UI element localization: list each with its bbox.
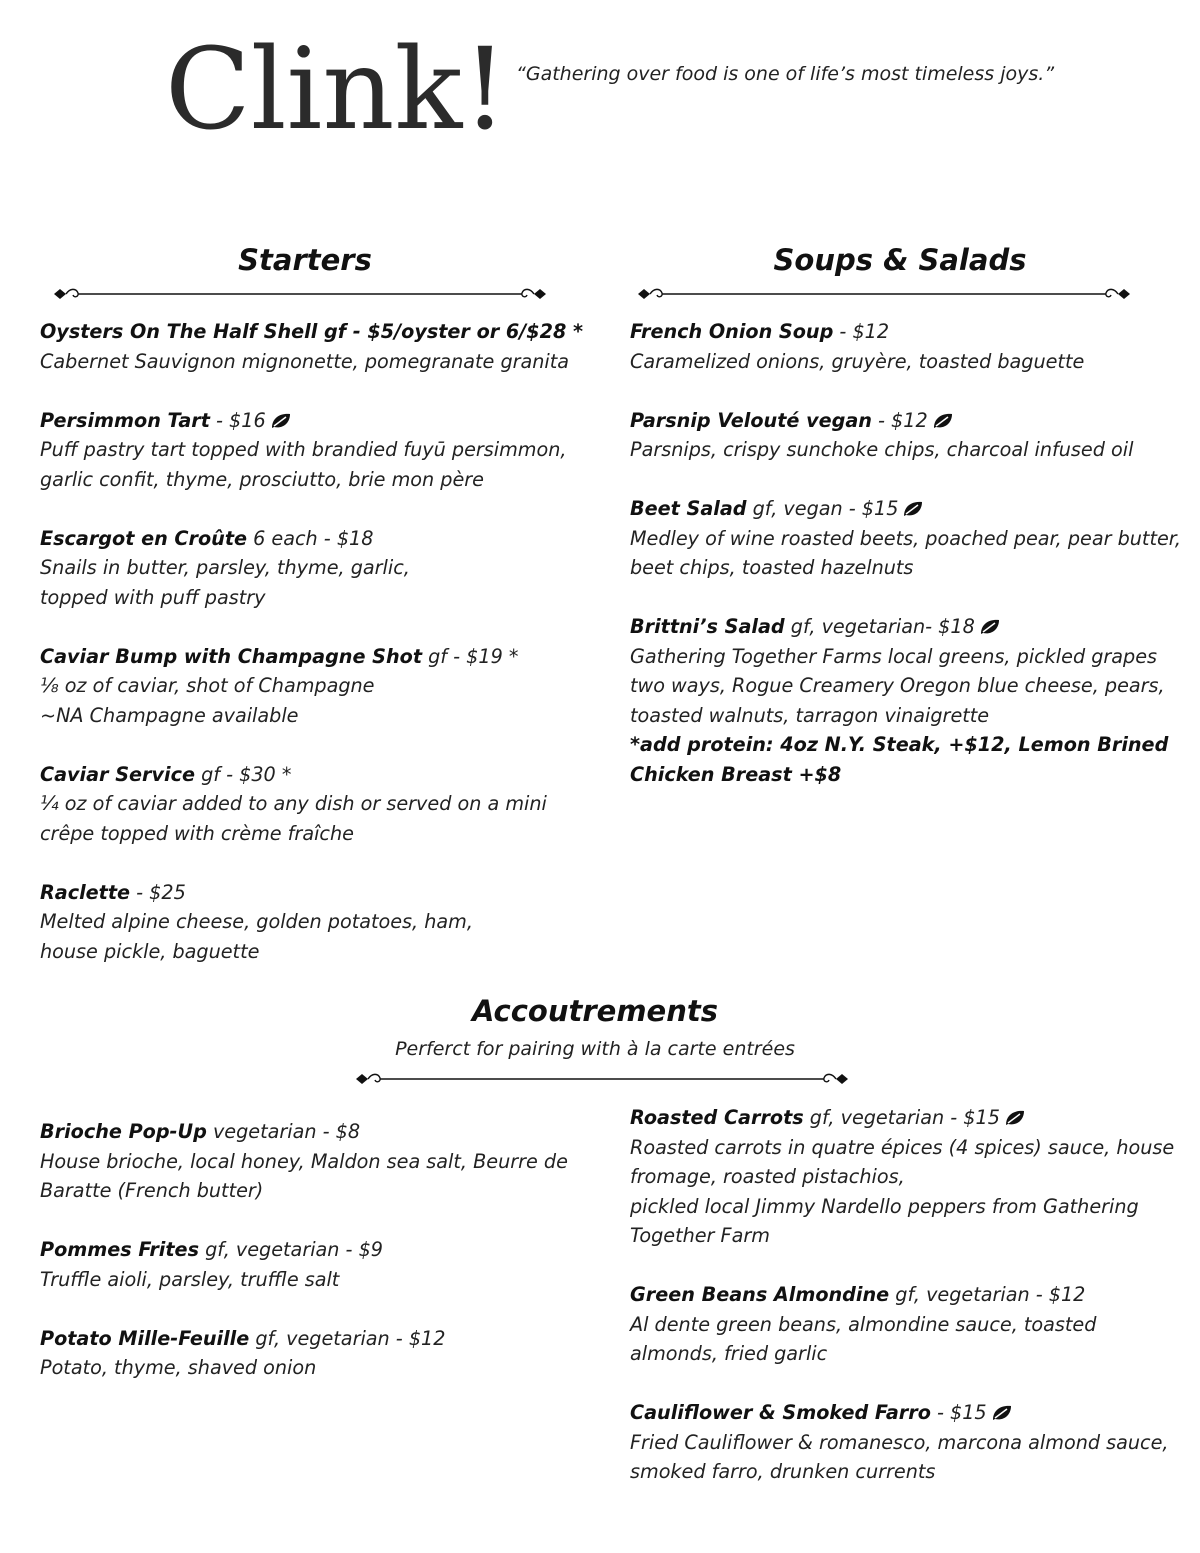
menu-item-heading — [630, 406, 1190, 436]
menu-item-name: Cauliflower & Smoked Farro — [630, 1401, 931, 1424]
menu-item-name: Brioche Pop-Up — [40, 1120, 207, 1143]
accoutrements-right-list — [630, 1103, 1190, 1516]
menu-item — [630, 1398, 1190, 1487]
menu-item-description: Parsnips, crispy sunchoke chips, charcoal infused oil — [630, 438, 1134, 461]
menu-item-description: House brioche, local honey, Maldon sea salt, Beurre de — [40, 1149, 568, 1173]
menu-item-description: two ways, Rogue Creamery Oregon blue cheese, pears, — [630, 674, 1165, 697]
menu-item-price: gf, vegetarian - $12 — [889, 1283, 1086, 1306]
menu-item-description: Together Farm — [630, 1224, 770, 1247]
soups-flourish-divider — [636, 284, 1132, 304]
accoutrements-left-list — [40, 1117, 600, 1412]
menu-item — [40, 878, 600, 967]
menu-item-heading — [40, 1117, 600, 1147]
menu-item-description: Medley of wine roasted beets, poached pear, pear butter, — [630, 526, 1181, 550]
menu-item-description: almonds, fried garlic — [630, 1342, 828, 1365]
menu-item-name: Raclette — [40, 880, 131, 904]
menu-item-addon-note: Chicken Breast +$8 — [630, 762, 842, 786]
menu-item — [630, 317, 1190, 376]
menu-item-description: pickled local Jimmy Nardello peppers from Gathering — [630, 1194, 1139, 1218]
menu-item-price: gf - $30 * — [194, 762, 292, 786]
menu-item — [40, 317, 600, 376]
menu-item-description: house pickle, baguette — [40, 939, 260, 963]
menu-item — [630, 1103, 1190, 1251]
menu-item-description: smoked farro, drunken currents — [630, 1460, 936, 1483]
menu-item-heading — [40, 642, 600, 672]
menu-item — [630, 494, 1190, 583]
menu-item — [630, 406, 1190, 465]
menu-item-description: Caramelized onions, gruyère, toasted baguette — [630, 349, 1085, 373]
menu-item-description: fromage, roasted pistachios, — [630, 1165, 905, 1188]
menu-item-name: Parsnip Velouté vegan — [630, 408, 872, 432]
menu-item-price: gf, vegetarian - $9 — [199, 1238, 383, 1261]
menu-item — [40, 760, 600, 849]
menu-item-heading — [40, 406, 600, 436]
menu-item-description: Gathering Together Farms local greens, pickled grapes — [630, 644, 1158, 668]
menu-item-description: Snails in butter, parsley, thyme, garlic, — [40, 556, 410, 579]
menu-item-price: - $12 — [871, 408, 928, 432]
menu-item-description: Al dente green beans, almondine sauce, toasted — [630, 1312, 1097, 1336]
menu-item-name: Roasted Carrots — [630, 1106, 804, 1129]
menu-item — [40, 1117, 600, 1206]
menu-item-price: gf, vegetarian - $15 — [803, 1106, 1000, 1129]
menu-item-name: Persimmon Tart — [40, 408, 210, 432]
leaf-icon — [991, 1404, 1013, 1422]
leaf-icon — [902, 500, 924, 518]
menu-item-price: - $12 — [833, 320, 890, 343]
menu-item-description: ¼ oz of caviar added to any dish or served on a mini — [40, 792, 547, 815]
menu-item-heading — [630, 494, 1190, 524]
menu-item-price: gf, vegan - $15 — [746, 497, 899, 520]
menu-item — [630, 612, 1190, 789]
menu-item-price: vegetarian - $8 — [206, 1120, 361, 1143]
menu-item — [630, 1280, 1190, 1369]
menu-item-description: Truffle aioli, parsley, truffle salt — [40, 1267, 340, 1291]
menu-item — [40, 642, 600, 731]
menu-item-heading — [630, 317, 1190, 347]
leaf-icon — [932, 412, 954, 430]
menu-item-name: Oysters On The Half Shell gf - $5/oyster or 6/$28 * — [40, 320, 584, 343]
menu-item-description: Melted alpine cheese, golden potatoes, ham, — [40, 910, 473, 933]
menu-item-heading — [40, 1235, 600, 1265]
menu-item-heading — [40, 878, 600, 908]
menu-item-heading — [40, 524, 600, 554]
menu-item-description: toasted walnuts, tarragon vinaigrette — [630, 703, 990, 727]
menu-item-description: Cabernet Sauvignon mignonette, pomegranate granita — [40, 349, 570, 373]
menu-item-price: - $15 — [930, 1401, 987, 1424]
accoutrements-flourish-divider — [354, 1069, 850, 1089]
menu-item-description: Potato, thyme, shaved onion — [40, 1356, 317, 1379]
menu-item-heading — [630, 612, 1190, 642]
menu-item — [40, 406, 600, 495]
menu-item-price: 6 each - $18 — [247, 526, 374, 550]
menu-item-heading — [40, 1324, 600, 1354]
menu-item — [40, 1235, 600, 1294]
menu-item-heading — [40, 317, 600, 347]
menu-item-description: ~NA Champagne available — [40, 703, 299, 727]
tagline: “Gathering over food is one of life’s most timeless joys.” — [516, 63, 1055, 85]
leaf-icon — [979, 618, 1001, 636]
menu-item-description: Roasted carrots in quatre épices (4 spices) sauce, house — [630, 1135, 1175, 1159]
menu-item-description: crêpe topped with crème fraîche — [40, 821, 354, 845]
menu-item-name: Green Beans Almondine — [630, 1283, 890, 1306]
menu-item-description: Puff pastry tart topped with brandied fuyū persimmon, — [40, 438, 567, 461]
menu-item-addon-note: *add protein: 4oz N.Y. Steak, +$12, Lemon Brined — [630, 733, 1169, 756]
logo-text: Clink! — [165, 25, 508, 155]
menu-item-price: - $25 — [130, 880, 186, 904]
menu-item-name: Caviar Bump with Champagne Shot — [40, 644, 422, 668]
menu-item-name: French Onion Soup — [630, 320, 834, 343]
menu-item-heading — [40, 760, 600, 790]
menu-item-name: Brittni’s Salad — [630, 615, 785, 638]
starters-list — [40, 317, 600, 996]
menu-item-description: topped with puff pastry — [40, 585, 266, 609]
menu-item-name: Caviar Service — [40, 762, 195, 786]
leaf-icon — [270, 412, 292, 430]
menu-item-heading — [630, 1280, 1190, 1310]
soups-salads-list — [630, 317, 1190, 819]
starters-title: Starters — [238, 243, 372, 277]
menu-item-description: Baratte (French butter) — [40, 1179, 264, 1202]
menu-item-price: gf, vegetarian - $12 — [249, 1326, 446, 1350]
soups-salads-title: Soups & Salads — [773, 243, 1027, 277]
clink-logo — [165, 25, 508, 155]
menu-item-heading — [630, 1398, 1190, 1428]
menu-item — [40, 1324, 600, 1383]
accoutrements-subtitle: Perferct for pairing with à la carte entrées — [395, 1038, 795, 1060]
menu-item-heading — [630, 1103, 1190, 1133]
menu-item-name: Escargot en Croûte — [40, 526, 248, 550]
menu-item-name: Pommes Frites — [40, 1238, 199, 1261]
menu-item-description: ⅛ oz of caviar, shot of Champagne — [40, 674, 375, 697]
menu-item-description: garlic confit, thyme, prosciutto, brie mon père — [40, 467, 484, 491]
menu-item-price: gf, vegetarian- $18 — [784, 615, 975, 638]
starters-flourish-divider — [52, 284, 548, 304]
menu-item-description: beet chips, toasted hazelnuts — [630, 556, 914, 579]
leaf-icon — [1004, 1109, 1026, 1127]
menu-item-price: gf - $19 * — [422, 644, 519, 668]
menu-item-name: Potato Mille-Feuille — [40, 1326, 250, 1350]
menu-item-name: Beet Salad — [630, 497, 747, 520]
accoutrements-title: Accoutrements — [472, 994, 718, 1028]
menu-item-description: Fried Cauliflower & romanesco, marcona almond sauce, — [630, 1430, 1169, 1454]
menu-item-price: - $16 — [209, 408, 266, 432]
menu-item — [40, 524, 600, 613]
